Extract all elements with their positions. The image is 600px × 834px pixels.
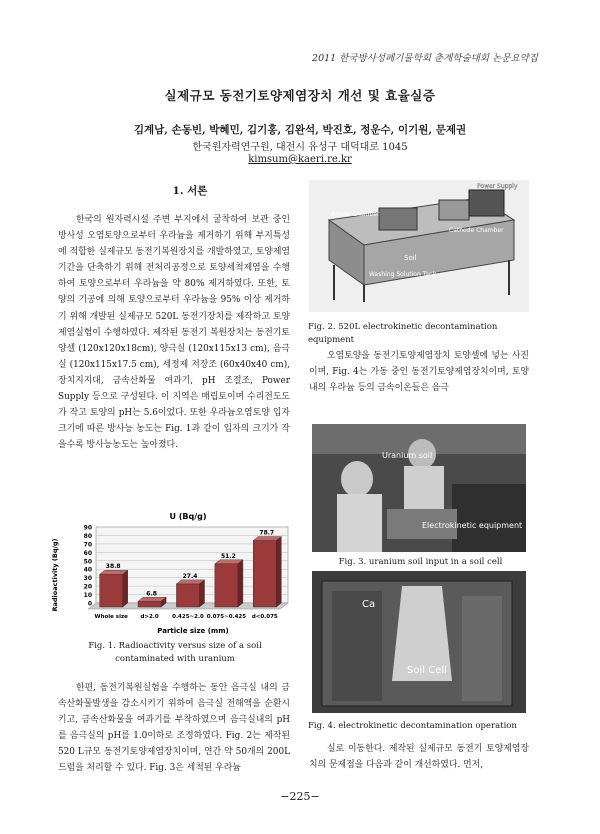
chart-xtick-label: d>2.0 bbox=[140, 614, 159, 620]
chart-ytick-label: 40 bbox=[83, 566, 92, 574]
workers-illustration bbox=[312, 424, 526, 552]
equipment-illustration bbox=[309, 180, 529, 312]
fig3-label-equipment: Electrokinetic equipment bbox=[422, 521, 523, 530]
paragraph-4: 실로 이동한다. 제작된 실제규모 동전기 토양제염장치의 문제점을 다음과 같이 개선하였다. 먼저, bbox=[309, 744, 529, 771]
section-heading: 1. 서론 bbox=[172, 185, 208, 197]
chart-bar bbox=[100, 574, 123, 607]
paragraph-intro: 한국의 원자력시설 주변 부지에서 굴착하여 보관 중인 방사성 오염토양으로부터 우라늄을 제거하기 위해 부지특성에 적합한 실제규모 동전기복원장치를 개발하였고, 토양제염기간을 단축하기 위해 전처리공정으로 토양세척제염을 수행하여 토양으로부터 우라늄을 약 80% 제거하였다. 또한, 토양의 기공에 의해 토양으로부터 우라늄을 95% 이상 제거하기 위해 개발된 실제규모 520L 동전기장치를 제작하고 토양제염실험이 수행하였다. 제작된 동전기 복원장치는 동전기토양셀 (120x120x18cm), 양극실 (120x115x13 cm), 음극실 (120x115x17.5 cm), 세정제 저장조 (60x40x40 cm), 장치지지대, 금속산화물 여과기, pH 조절조, Power Supply 등으로 구성된다. 이 지역은 매립토이며 수리전도도가 작고 토양의 pH는 5.6이었다. 또한 우라늄오염토양 입자크기에 따른 방사능 농도는 Fig. 1과 같이 입자의 크기가 작을수록 방사능농도는 높아졌다. bbox=[58, 215, 290, 451]
chart-xtick-label: 0.425~2.0 bbox=[172, 614, 204, 620]
paragraph-3: 오염토양을 동전기토양제염장치 토양셀에 넣는 사진이며, Fig. 4는 가동 중인 동전기토양제염장치이며, 토양내의 우라늄 등의 금속이온들은 음극 bbox=[309, 351, 529, 394]
chart-ylabel: Radioactivity (Bq/g) bbox=[51, 538, 59, 612]
fig2-label-soil: Soil bbox=[404, 254, 417, 262]
fig3-caption: Fig. 3. uranium soil input in a soil cell bbox=[338, 557, 503, 567]
chart-bar-side bbox=[238, 560, 243, 607]
chart-ytick-label: 60 bbox=[83, 549, 92, 557]
chart-xtick-label: Whole size bbox=[94, 614, 128, 620]
chart-bar bbox=[138, 601, 161, 607]
chart-ytick-label: 30 bbox=[83, 575, 92, 583]
fig2-photo bbox=[309, 180, 529, 312]
chart-value-label: 78.7 bbox=[259, 529, 275, 537]
chart-ytick-label: 70 bbox=[83, 541, 92, 549]
fig2-label-cathode: Cathode Chamber bbox=[449, 227, 504, 234]
chart-value-label: 6.8 bbox=[146, 590, 157, 598]
fig1-caption: Fig. 1. Radioactivity versus size of a soil contaminated with uranium bbox=[88, 641, 262, 664]
running-header: 2011 한국방사성폐기물학회 춘계학술대회 논문요약집 bbox=[312, 53, 538, 64]
chart-bar bbox=[176, 584, 199, 607]
email-link[interactable]: kimsum@kaeri.re.kr bbox=[248, 154, 352, 165]
affiliation: 한국원자력연구원, 대전시 유성구 대덕대로 1045 bbox=[192, 142, 408, 153]
chart-bar bbox=[215, 564, 238, 607]
fig3-photo bbox=[312, 424, 526, 552]
fig2-caption: Fig. 2. 520L electrokinetic decontamination equipment bbox=[308, 322, 498, 345]
chart-value-label: 27.4 bbox=[182, 572, 198, 580]
radioactivity-chart bbox=[48, 505, 298, 637]
chart-xtick-label: 0.075~0.425 bbox=[206, 614, 247, 620]
chart-bar bbox=[253, 541, 276, 607]
chart-xticks bbox=[95, 614, 278, 620]
chart-bar-side bbox=[123, 570, 128, 607]
chart-ytick-label: 20 bbox=[83, 583, 92, 591]
chart-bar-side bbox=[200, 580, 205, 607]
chart-bar-side bbox=[276, 537, 281, 607]
fig2-label-anode: Anode Chamber bbox=[331, 211, 380, 218]
fig4-label-soil-cell: Soil Cell bbox=[407, 665, 447, 676]
paper-title: 실제규모 동전기토양제염장치 개선 및 효율실증 bbox=[164, 88, 436, 103]
operation-illustration bbox=[312, 571, 526, 713]
chart-ytick-label: 0 bbox=[87, 600, 92, 608]
page-number: −225− bbox=[280, 790, 320, 803]
chart-yticks bbox=[84, 525, 92, 608]
paragraph-2: 한편, 동전기복원실험을 수행하는 동안 음극실 내의 금속산화물발생을 감소시키기 위하여 음극실 전해액을 순환시키고, 금속산화물을 여과기를 부착하였으며 음극실내의 pH를 음극실의 pH를 1.0이하로 조정하였다. Fig. 2는 제작된 520 L규모 동전기토양제염장치이며, 연간 약 50개의 200L 드럼을 처리할 수 있다. Fig. 3은 세척된 우라늄 bbox=[58, 683, 290, 774]
author-list: 김계남, 손동빈, 박혜민, 김기홍, 김완석, 박진호, 정운수, 이기원, 문제권 bbox=[133, 124, 467, 136]
chart-ytick-label: 80 bbox=[83, 532, 92, 540]
chart-ytick-label: 90 bbox=[83, 524, 92, 532]
fig2-label-power: Power Supply bbox=[477, 183, 518, 190]
chart-xlabel: Particle size (mm) bbox=[157, 627, 229, 635]
fig2-label-tank: Washing Solution Tank bbox=[369, 271, 437, 278]
chart-ytick-label: 50 bbox=[83, 558, 92, 566]
fig4-label-ca: Ca bbox=[362, 599, 376, 610]
chart-value-label: 51.2 bbox=[220, 552, 236, 560]
chart-ytick-label: 10 bbox=[83, 592, 92, 600]
chart-value-label: 38.8 bbox=[105, 563, 121, 571]
fig4-caption: Fig. 4. electrokinetic decontamination operation bbox=[308, 721, 517, 731]
fig4-photo bbox=[312, 571, 526, 713]
chart-title: U (Bq/g) bbox=[169, 512, 207, 521]
fig3-label-soil: Uranium soil bbox=[382, 451, 433, 460]
chart-xtick-label: d<0.075 bbox=[251, 614, 278, 620]
